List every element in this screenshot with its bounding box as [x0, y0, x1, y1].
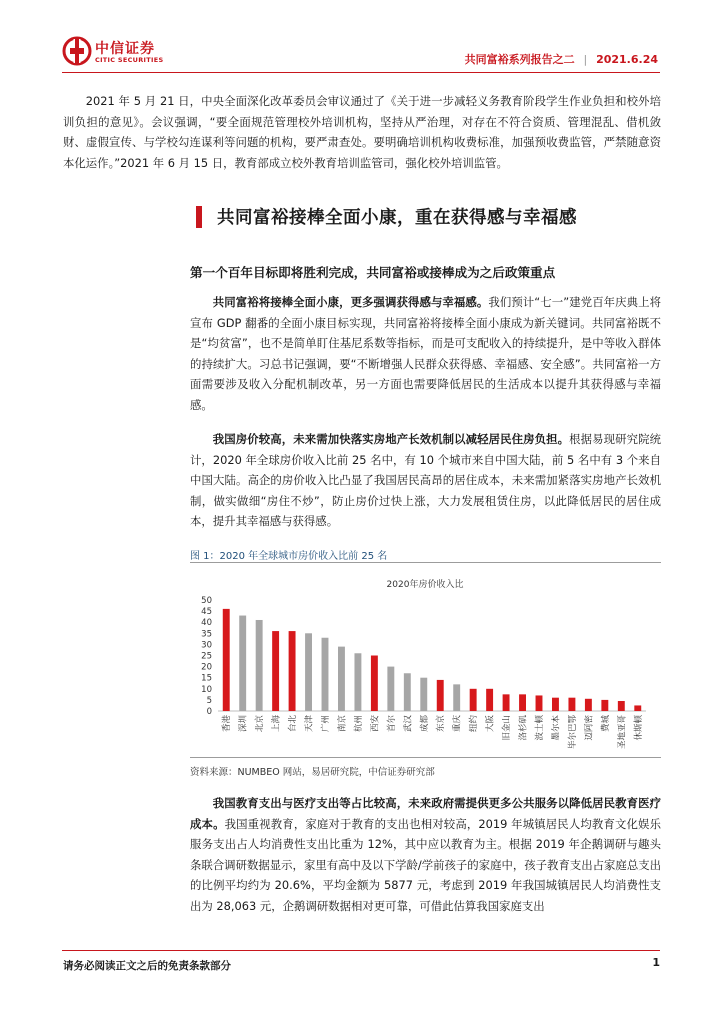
- paragraph-lead: 共同富裕将接棒全面小康，更多强调获得感与幸福感。: [212, 295, 489, 309]
- x-tick-label: 武汉: [403, 715, 414, 733]
- bar-武汉: [404, 673, 411, 711]
- bar-波士顿: [536, 695, 543, 711]
- x-tick-label: 杭州: [353, 715, 364, 733]
- paragraph-housing: [190, 429, 661, 532]
- company-name-en: CITIC SECURITIES: [95, 56, 164, 64]
- section-title: 共同富裕接棒全面小康，重在获得感与幸福感: [217, 208, 577, 228]
- x-tick-label: 成都: [419, 715, 430, 733]
- paragraph-lead: 我国教育支出与医疗支出等占比较高，未来政府需提供更多公共服务以降低居民教育医疗成本。: [190, 796, 661, 831]
- x-tick-label: 洛杉矶: [518, 715, 529, 741]
- bar-台北: [289, 631, 296, 711]
- bar-旧金山: [503, 694, 510, 711]
- footer-rule: [62, 950, 660, 951]
- bar-上海: [272, 631, 279, 711]
- citic-logo-icon: [62, 36, 92, 66]
- x-tick-label: 纽约: [469, 715, 480, 733]
- x-tick-label: 深圳: [238, 715, 249, 733]
- x-tick-label: 台北: [288, 715, 299, 733]
- y-tick-label: 30: [201, 640, 212, 651]
- x-tick-label: 上海: [271, 715, 282, 733]
- bar-南京: [338, 647, 345, 711]
- paragraph-body: 我国重视教育，家庭对于教育的支出也相对较高，2019 年城镇居民人均教育文化娱乐服务支出占人均消费性支出比重为 12%，其中应以教育为主。根据 2019 年企鹅调研与趣头条联合调研数据显示，家里有高中及以下学龄/学前孩子的家庭中，孩子教育支出占家庭总支出的比例平均约为 20.6%，平均金额为 5877 元，考虑到 2019 年我国城镇居民人均消费性支出为 28,063 元，企鹅调研数据相对更可靠，可借此估算我国家庭支出: [190, 816, 661, 913]
- bar-墨尔本: [552, 698, 559, 711]
- x-tick-label: 西安: [370, 715, 381, 733]
- y-tick-label: 10: [201, 684, 212, 695]
- x-tick-label: 重庆: [452, 715, 463, 733]
- intro-paragraph: 2021 年 5 月 21 日，中央全面深化改革委员会审议通过了《关于进一步减轻义务教育阶段学生作业负担和校外培训负担的意见》。会议强调，“要全面规范管理校外培训机构，坚持从严治理，对存在不符合资质、管理混乱、借机敛财、虚假宣传、与学校勾连谋利等问题的机构，要严肃查处。要明确培训机构收费标准，加强预收费监管，严禁随意资本化运作。”2021 年 6 月 15 日，教育部成立校外教育培训监管司，强化校外培训监管。: [63, 94, 661, 170]
- y-tick-label: 5: [206, 695, 212, 706]
- company-name-cn: 中信证券: [95, 41, 155, 57]
- y-tick-label: 0: [206, 707, 212, 717]
- x-tick-label: 旧金山: [502, 715, 513, 741]
- x-tick-label: 天津: [304, 715, 315, 733]
- bar-费城: [601, 700, 608, 711]
- paragraph-body: 根据易现研究院统计，2020 年全球房价收入比前 25 名中，有 10 个城市来自中国大陆，前 5 名中有 3 个来自中国大陆。高企的房价收入比凸显了我国居民高昂的居住成本，未来需加紧落实房地产长效机制，做实做细“房住不炒”，防止房价过快上涨，大力发展租赁住房，以此降低居民的居住成本，提升其幸福感与获得感。: [190, 432, 661, 528]
- bar-深圳: [239, 616, 246, 711]
- report-title: 共同富裕系列报告之二: [464, 53, 575, 66]
- report-date: 2021.6.24: [596, 53, 658, 66]
- source-rule: [190, 757, 661, 758]
- x-tick-label: 费城: [600, 715, 611, 733]
- y-tick-label: 15: [201, 673, 212, 684]
- footer-disclaimer: 请务必阅读正文之后的免责条款部分: [63, 960, 231, 972]
- y-tick-label: 35: [201, 629, 212, 640]
- x-tick-label: 波士顿: [535, 715, 545, 741]
- figure-caption: 图 1：2020 年全球城市房价收入比前 25 名: [190, 551, 388, 562]
- page-number: 1: [652, 956, 660, 969]
- x-tick-label: 广州: [321, 715, 331, 733]
- x-tick-label: 毕尔巴鄂: [567, 715, 578, 750]
- subheading: 第一个百年目标即将胜利完成，共同富裕或接棒成为之后政策重点: [190, 265, 556, 280]
- paragraph-education: [190, 793, 661, 916]
- bar-大阪: [486, 689, 493, 711]
- section-marker: [196, 206, 202, 228]
- bar-香港: [223, 609, 230, 711]
- y-tick-label: 40: [201, 618, 212, 629]
- bars: [223, 609, 641, 711]
- x-tick-label: 大阪: [485, 715, 496, 733]
- bar-迈阿密: [585, 699, 592, 711]
- paragraph-lead: 我国房价较高，未来需加快落实房地产长效机制以减轻居民住房负担。: [212, 432, 570, 446]
- figure-source: 资料来源：NUMBEO 网站，易居研究院，中信证券研究部: [190, 767, 435, 778]
- house-price-income-chart: [190, 566, 661, 752]
- bar-毕尔巴鄂: [568, 698, 575, 711]
- bar-纽约: [470, 689, 477, 711]
- bar-洛杉矶: [519, 694, 526, 711]
- y-tick-label: 20: [201, 662, 212, 673]
- bar-广州: [322, 638, 329, 711]
- x-tick-label: 东京: [436, 715, 447, 733]
- bar-东京: [437, 680, 444, 711]
- paragraph-body: 我们预计“七一”建党百年庆典上将宣布 GDP 翻番的全面小康目标实现，共同富裕将接棒全面小康成为新关键词。共同富裕既不是“均贫富”，也不是简单盯住基尼系数等指标，而是可支配收入的持续提升，是中等收入群体的持续扩大。习总书记强调，要“不断增强人民群众获得感、幸福感、安全感”。共同富裕一方面需要涉及收入分配机制改革，另一方面也需要降低居民的生活成本以提升其获得感与幸福感。: [190, 295, 661, 412]
- report-header: [465, 51, 658, 67]
- bar-成都: [420, 678, 427, 711]
- y-tick-label: 50: [201, 596, 212, 606]
- bar-重庆: [453, 684, 460, 711]
- x-tick-label: 圣地亚哥: [617, 715, 628, 750]
- paragraph-common-prosperity: [190, 292, 661, 415]
- x-tick-label: 首尔: [386, 715, 397, 733]
- bar-休斯顿: [634, 705, 641, 711]
- chart-title: 2020年房价收入比: [386, 580, 464, 590]
- x-axis-labels: [221, 715, 644, 750]
- header-separator: |: [583, 53, 588, 66]
- header-rule: [62, 72, 660, 73]
- bar-天津: [305, 633, 312, 711]
- x-tick-label: 南京: [337, 715, 348, 733]
- bar-北京: [256, 620, 263, 711]
- bar-首尔: [387, 667, 394, 711]
- x-tick-label: 北京: [255, 715, 266, 733]
- bar-杭州: [354, 653, 361, 711]
- y-tick-label: 45: [201, 607, 212, 618]
- x-tick-label: 香港: [222, 715, 233, 733]
- x-tick-label: 迈阿密: [584, 715, 595, 741]
- x-tick-label: 休斯顿: [633, 715, 644, 741]
- x-tick-label: 墨尔本: [551, 715, 562, 741]
- bar-西安: [371, 656, 378, 712]
- bar-圣地亚哥: [618, 701, 625, 711]
- y-tick-label: 25: [201, 651, 212, 662]
- figure-rule: [190, 562, 661, 563]
